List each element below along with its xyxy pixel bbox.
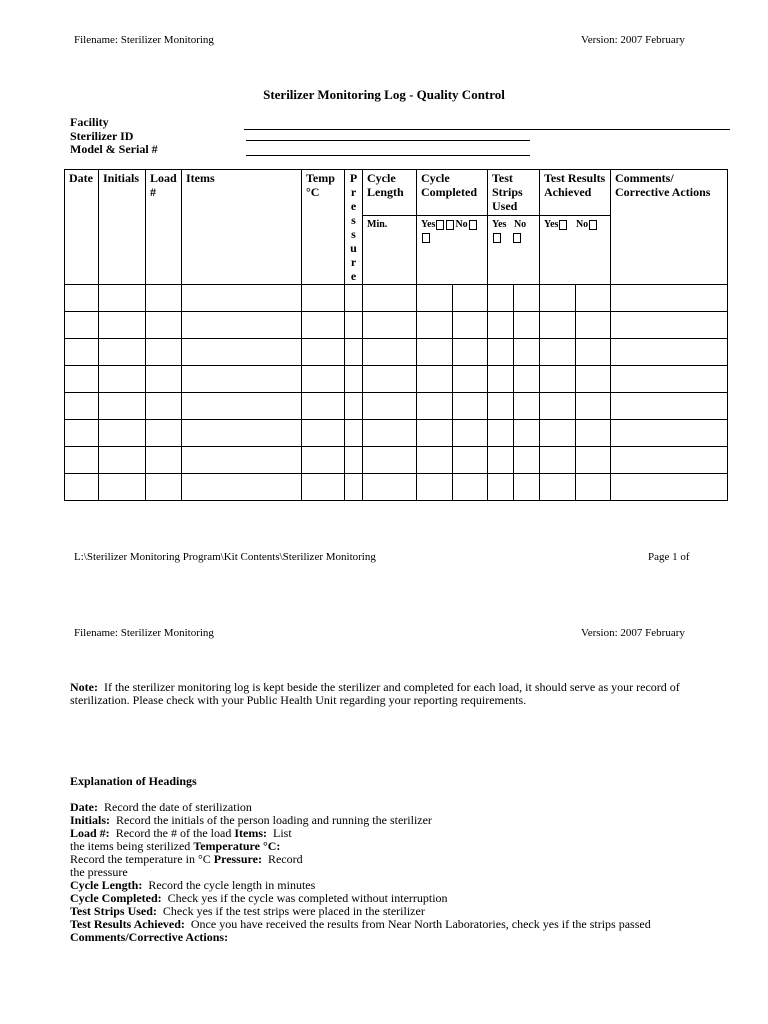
table-cell[interactable] xyxy=(182,366,302,393)
table-cell[interactable] xyxy=(99,366,146,393)
table-cell[interactable] xyxy=(417,447,453,474)
table-cell[interactable] xyxy=(514,474,540,501)
cycle-length-min-label: Min. xyxy=(363,216,417,285)
table-cell[interactable] xyxy=(576,420,611,447)
explanation-list xyxy=(70,801,710,944)
table-cell[interactable] xyxy=(345,312,363,339)
explanation-load: Load #: Record the # of the load Items: List xyxy=(70,826,292,840)
table-cell[interactable] xyxy=(611,420,728,447)
table-cell[interactable] xyxy=(611,339,728,366)
table-cell[interactable] xyxy=(576,312,611,339)
table-cell[interactable] xyxy=(540,420,576,447)
table-cell[interactable] xyxy=(417,393,453,420)
table-cell[interactable] xyxy=(417,285,453,312)
col-date-header: Date xyxy=(65,170,99,285)
table-cell[interactable] xyxy=(488,447,514,474)
col-cycle-completed-header: Cycle Completed xyxy=(417,170,488,216)
table-cell[interactable] xyxy=(182,393,302,420)
table-cell[interactable] xyxy=(540,339,576,366)
table-cell[interactable] xyxy=(302,285,345,312)
col-cycle-length-header: Cycle Length xyxy=(363,170,417,216)
table-cell[interactable] xyxy=(345,474,363,501)
table-cell[interactable] xyxy=(146,393,182,420)
table-cell[interactable] xyxy=(540,447,576,474)
table-cell[interactable] xyxy=(302,339,345,366)
table-cell[interactable] xyxy=(514,366,540,393)
table-cell[interactable] xyxy=(611,366,728,393)
footer-path: L:\Sterilizer Monitoring Program\Kit Contents\Sterilizer Monitoring xyxy=(74,551,376,563)
table-cell[interactable] xyxy=(363,285,417,312)
table-cell[interactable] xyxy=(302,420,345,447)
table-cell[interactable] xyxy=(453,339,488,366)
table-cell[interactable] xyxy=(417,420,453,447)
table-cell[interactable] xyxy=(302,447,345,474)
col-load-header: Load # xyxy=(146,170,182,285)
table-cell[interactable] xyxy=(99,312,146,339)
table-cell[interactable] xyxy=(146,366,182,393)
table-row xyxy=(65,447,728,474)
table-cell[interactable] xyxy=(417,366,453,393)
table-cell[interactable] xyxy=(182,447,302,474)
table-cell[interactable] xyxy=(488,366,514,393)
facility-field-line[interactable] xyxy=(244,129,730,130)
table-cell[interactable] xyxy=(363,393,417,420)
table-cell[interactable] xyxy=(611,285,728,312)
table-cell[interactable] xyxy=(611,393,728,420)
explanation-initials: Initials: Record the initials of the person loading and running the sterilizer xyxy=(70,813,432,827)
checkbox-icon xyxy=(513,233,521,243)
table-cell[interactable] xyxy=(65,339,99,366)
table-cell[interactable] xyxy=(417,339,453,366)
table-cell[interactable] xyxy=(576,447,611,474)
table-cell[interactable] xyxy=(453,393,488,420)
table-row xyxy=(65,285,728,312)
table-cell[interactable] xyxy=(182,285,302,312)
table-cell[interactable] xyxy=(488,474,514,501)
explanation-test-strips: Test Strips Used: Check yes if the test strips were placed in the sterilizer xyxy=(70,904,425,918)
table-cell[interactable] xyxy=(540,312,576,339)
table-row xyxy=(65,312,728,339)
table-row xyxy=(65,393,728,420)
table-cell[interactable] xyxy=(146,285,182,312)
table-cell[interactable] xyxy=(99,339,146,366)
table-cell[interactable] xyxy=(99,474,146,501)
table-cell[interactable] xyxy=(576,366,611,393)
table-row xyxy=(65,366,728,393)
table-cell[interactable] xyxy=(146,474,182,501)
table-cell[interactable] xyxy=(363,339,417,366)
explanation-temperature: Record the temperature in °C Pressure: Record xyxy=(70,852,303,866)
table-cell[interactable] xyxy=(65,312,99,339)
table-cell[interactable] xyxy=(65,366,99,393)
table-cell[interactable] xyxy=(302,393,345,420)
table-cell[interactable] xyxy=(302,474,345,501)
table-cell[interactable] xyxy=(417,312,453,339)
table-cell[interactable] xyxy=(99,447,146,474)
table-cell[interactable] xyxy=(65,285,99,312)
table-cell[interactable] xyxy=(345,366,363,393)
table-cell[interactable] xyxy=(182,339,302,366)
col-test-strips-header: Test Strips Used xyxy=(488,170,540,216)
col-test-results-header: Test Results Achieved xyxy=(540,170,611,216)
table-cell[interactable] xyxy=(540,393,576,420)
sterilizer-log-table xyxy=(64,169,728,501)
table-cell[interactable] xyxy=(363,420,417,447)
table-cell[interactable] xyxy=(611,474,728,501)
table-cell[interactable] xyxy=(146,447,182,474)
table-cell[interactable] xyxy=(345,393,363,420)
table-cell[interactable] xyxy=(65,420,99,447)
table-cell[interactable] xyxy=(488,420,514,447)
table-cell[interactable] xyxy=(576,393,611,420)
checkbox-icon xyxy=(422,233,430,243)
table-cell[interactable] xyxy=(488,339,514,366)
explanation-cycle-completed: Cycle Completed: Check yes if the cycle was completed without interruption xyxy=(70,891,448,905)
table-cell[interactable] xyxy=(453,366,488,393)
table-cell[interactable] xyxy=(65,474,99,501)
col-initials-header: Initials xyxy=(99,170,146,285)
table-cell[interactable] xyxy=(514,393,540,420)
table-cell[interactable] xyxy=(488,285,514,312)
table-cell[interactable] xyxy=(302,366,345,393)
checkbox-icon xyxy=(469,220,477,230)
note-paragraph: Note: If the sterilizer monitoring log is kept beside the sterilizer and completed for each load, it should serve as your record of sterilization. Please check with your Public Health Unit regarding your reporting requirements. xyxy=(70,680,680,707)
col-temp-header: Temp °C xyxy=(302,170,345,285)
table-cell[interactable] xyxy=(146,420,182,447)
table-cell[interactable] xyxy=(514,420,540,447)
table-row xyxy=(65,474,728,501)
table-cell[interactable] xyxy=(146,312,182,339)
table-cell[interactable] xyxy=(345,420,363,447)
pressure-label: P r e s s u r e xyxy=(349,171,358,283)
table-cell[interactable] xyxy=(514,339,540,366)
footer-page: Page 1 of xyxy=(648,551,690,563)
header-filename: Filename: Sterilizer Monitoring xyxy=(74,34,214,46)
table-cell[interactable] xyxy=(488,393,514,420)
facility-label: Facility xyxy=(70,115,109,129)
table-cell[interactable] xyxy=(65,447,99,474)
table-cell[interactable] xyxy=(576,285,611,312)
table-cell[interactable] xyxy=(540,474,576,501)
checkbox-icon xyxy=(436,220,444,230)
table-cell[interactable] xyxy=(363,312,417,339)
col-comments-header: Comments/ Corrective Actions xyxy=(611,170,728,285)
table-cell[interactable] xyxy=(182,312,302,339)
table-cell[interactable] xyxy=(611,312,728,339)
table-cell[interactable] xyxy=(453,474,488,501)
test-strips-options: Yes No xyxy=(488,216,540,285)
col-pressure-header xyxy=(345,170,363,285)
checkbox-icon xyxy=(493,233,501,243)
table-cell[interactable] xyxy=(576,474,611,501)
table-cell[interactable] xyxy=(576,339,611,366)
table-cell[interactable] xyxy=(540,285,576,312)
table-cell[interactable] xyxy=(302,312,345,339)
table-cell[interactable] xyxy=(99,420,146,447)
table-cell[interactable] xyxy=(363,474,417,501)
table-cell[interactable] xyxy=(146,339,182,366)
table-cell[interactable] xyxy=(514,447,540,474)
table-cell[interactable] xyxy=(345,285,363,312)
explanation-comments: Comments/Corrective Actions: xyxy=(70,930,229,944)
page2-header-version: Version: 2007 February xyxy=(581,627,685,639)
explanation-heading: Explanation of Headings xyxy=(70,774,197,788)
explanation-cycle-length: Cycle Length: Record the cycle length in minutes xyxy=(70,878,316,892)
table-cell[interactable] xyxy=(488,312,514,339)
checkbox-icon xyxy=(446,220,454,230)
sterilizer-id-field-line[interactable] xyxy=(246,140,530,141)
table-cell[interactable] xyxy=(514,312,540,339)
table-cell[interactable] xyxy=(514,285,540,312)
table-cell[interactable] xyxy=(611,447,728,474)
checkbox-icon xyxy=(559,220,567,230)
sterilizer-id-label: Sterilizer ID xyxy=(70,129,134,143)
table-row xyxy=(65,420,728,447)
table-cell[interactable] xyxy=(453,447,488,474)
table-cell[interactable] xyxy=(363,447,417,474)
model-serial-label: Model & Serial # xyxy=(70,142,158,156)
test-results-options: Yes No xyxy=(540,216,611,285)
table-cell[interactable] xyxy=(453,312,488,339)
table-cell[interactable] xyxy=(345,447,363,474)
table-cell[interactable] xyxy=(453,285,488,312)
table-cell[interactable] xyxy=(363,366,417,393)
col-items-header: Items xyxy=(182,170,302,285)
table-cell[interactable] xyxy=(417,474,453,501)
explanation-test-results: Test Results Achieved: Once you have received the results from Near North Laboratories, check yes if the strips passed xyxy=(70,917,651,931)
cycle-completed-options: Yes No xyxy=(417,216,488,285)
form-title: Sterilizer Monitoring Log - Quality Control xyxy=(263,87,505,102)
table-cell[interactable] xyxy=(345,339,363,366)
table-cell[interactable] xyxy=(99,393,146,420)
table-cell[interactable] xyxy=(99,285,146,312)
explanation-date: Date: Record the date of sterilization xyxy=(70,800,252,814)
table-cell[interactable] xyxy=(182,474,302,501)
table-cell[interactable] xyxy=(65,393,99,420)
table-cell[interactable] xyxy=(453,420,488,447)
explanation-pressure: the pressure xyxy=(70,865,128,879)
table-row xyxy=(65,339,728,366)
table-cell[interactable] xyxy=(540,366,576,393)
table-cell[interactable] xyxy=(182,420,302,447)
model-serial-field-line[interactable] xyxy=(246,155,530,156)
header-version: Version: 2007 February xyxy=(581,34,685,46)
checkbox-icon xyxy=(589,220,597,230)
explanation-items: the items being sterilized Temperature °C: xyxy=(70,839,281,853)
page2-header-filename: Filename: Sterilizer Monitoring xyxy=(74,627,214,639)
